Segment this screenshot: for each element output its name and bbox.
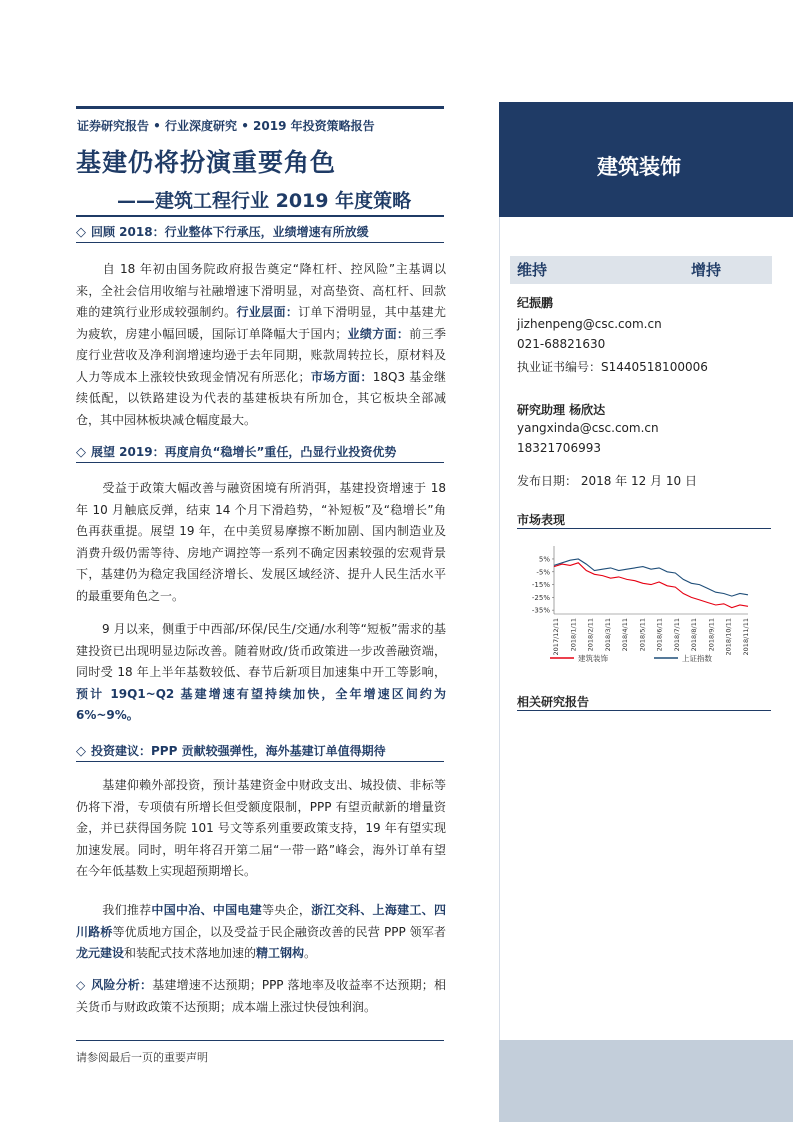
chart-y-tick-label: 5% xyxy=(538,555,550,564)
market-chart xyxy=(510,532,772,672)
advice-text-2c: 等央企， xyxy=(261,903,312,917)
analyst-name: 纪振鹏 xyxy=(517,296,554,310)
review-paragraph xyxy=(76,259,446,431)
footer-rule xyxy=(76,1040,444,1041)
review-label-industry: 行业层面： xyxy=(236,305,299,319)
header-bottom-rule xyxy=(76,215,444,217)
section-heading-outlook-text: 展望 2019：再度肩负“稳增长”重任，凸显行业投资优势 xyxy=(91,445,397,459)
chart-series-line xyxy=(554,559,748,596)
chart-y-tick-label: -35% xyxy=(531,606,550,615)
chart-x-tick-label: 2017/12/11 xyxy=(552,618,560,656)
advice-text-2i: 。 xyxy=(304,946,317,960)
risk-text: 基建增速不达预期；PPP 落地率及收益率不达预期；相关货币与财政政策不达预期；成本端上涨过快侵蚀利润。 xyxy=(76,978,446,1014)
chart-legend xyxy=(550,653,712,663)
assistant-email[interactable]: yangxinda@csc.com.cn xyxy=(517,421,659,435)
analyst-cert: 执业证书编号：S1440518100006 xyxy=(517,360,708,374)
advice-pick-local: 浙江交科、上海建工、四川路桥 xyxy=(76,903,446,939)
advice-text-1: 基建仰赖外部投资，预计基建资金中财政支出、城投债、非标等仍将下滑，专项债有所增长但受额度限制，PPP 有望贡献新的增量资金，并已获得国务院 101 号文等系列重要政策支持，19 年有望实现加速发展。同时，明年将召开第二届“一带一路”峰会，海外订单有望在今年低基数上实现超预期增长。 xyxy=(76,778,446,878)
market-rule xyxy=(517,528,771,529)
review-label-earnings: 业绩方面： xyxy=(347,326,410,341)
chart-grid xyxy=(554,546,748,614)
diamond-icon: ◇ xyxy=(76,978,86,992)
section-heading-review-text: 回顾 2018：行业整体下行承压，业绩增速有所放缓 xyxy=(91,225,369,239)
outlook-text-1: 受益于政策大幅改善与融资困境有所消弭，基建投资增速于 18 年 10 月触底反弹，结束 14 个月下滑趋势，“补短板”及“稳增长”角色再获重提。展望 19 年，在中美贸易摩擦不断加剧、国内制造业及消费升级仍需等待、房地产调控等一系列不确定因素较强的宏观背景下，基建仍为稳定我国经济增长、发展区域经济、提升人民生活水平的最重要角色之一。 xyxy=(76,481,446,603)
review-label-market: 市场方面： xyxy=(310,369,373,384)
outlook-text-2a: 9 月以来，侧重于中西部/环保/民生/交通/水利等“短板”需求的基建投资已出现明显边际改善。随着财政/货币政策进一步改善融资端，同时受 18 年上半年基数较低、春节后新项目加速集中开工等影响， xyxy=(76,622,446,679)
assistant-phone: 18321706993 xyxy=(517,441,601,455)
analyst-email[interactable]: jizhenpeng@csc.com.cn xyxy=(517,317,662,331)
advice-pick-private: 龙元建设 xyxy=(76,946,125,960)
chart-y-tick-label: -5% xyxy=(536,568,550,577)
chart-x-tick-label: 2018/6/11 xyxy=(655,618,664,652)
chart-x-tick-label: 2018/8/11 xyxy=(690,618,699,652)
chart-y-tick-label: -25% xyxy=(531,593,550,602)
chart-x-ticks xyxy=(552,618,750,655)
publish-date: 发布日期： 2018 年 12 月 10 日 xyxy=(517,474,697,488)
review-text-e: 前三季度行业营收及净利润增速均逊于去年同期，账款周转拉长，原材料及人力等成本上涨较快致现金情况有所恶化； xyxy=(76,326,446,384)
chart-x-tick-label: 2018/11/11 xyxy=(742,618,750,656)
chart-legend-label: 建筑装饰 xyxy=(578,654,608,663)
sidebar-bottom-strip xyxy=(499,1040,793,1122)
section-heading-outlook xyxy=(76,443,396,460)
section-rule xyxy=(76,242,444,243)
advice-text-2e: 等优质地方国企，以及受益于民企融资改善的民营 PPP 领军者 xyxy=(112,924,446,939)
chart-x-tick-label: 2018/9/11 xyxy=(707,618,716,652)
advice-text-2a: 我们推荐 xyxy=(102,903,152,917)
diamond-icon: ◇ xyxy=(76,225,86,240)
related-rule xyxy=(517,710,771,711)
assistant-name: 研究助理 杨欣达 xyxy=(517,403,606,417)
chart-y-tick-label: -15% xyxy=(531,581,550,590)
advice-text-2g: 和装配式技术落地加速的 xyxy=(124,946,257,960)
diamond-icon: ◇ xyxy=(76,445,86,460)
section-rule xyxy=(76,761,444,762)
review-text-a: 自 18 年初由国务院政府报告奠定“降杠杆、控风险”主基调以来，全社会信用收缩与社融增速下滑明显，对高垫资、高杠杆、回款难的建筑行业形成较强制约。 xyxy=(76,262,446,319)
chart-legend-label: 上证指数 xyxy=(682,654,712,663)
rating-label: 维持 xyxy=(517,261,548,279)
risk-paragraph xyxy=(76,975,446,1018)
chart-x-tick-label: 2018/5/11 xyxy=(638,618,647,652)
section-rule xyxy=(76,462,444,463)
footer-disclaimer: 请参阅最后一页的重要声明 xyxy=(76,1051,208,1064)
outlook-paragraph-2 xyxy=(76,619,446,727)
risk-label: 风险分析： xyxy=(91,978,153,992)
chart-lines xyxy=(554,559,748,608)
diamond-icon: ◇ xyxy=(76,744,86,759)
page-title: 基建仍将扮演重要角色 xyxy=(76,148,337,177)
section-heading-advice xyxy=(76,742,386,759)
report-type: 证券研究报告 • 行业深度研究 • 2019 年投资策略报告 xyxy=(77,119,375,133)
analyst-phone: 021-68821630 xyxy=(517,337,606,351)
section-heading-advice-text: 投资建议：PPP 贡献较强弹性，海外基建订单值得期待 xyxy=(91,744,386,758)
related-title: 相关研究报告 xyxy=(517,695,590,709)
header-top-rule xyxy=(76,106,444,109)
chart-y-ticks xyxy=(532,555,554,614)
page-subtitle: ——建筑工程行业 2019 年度策略 xyxy=(117,190,412,212)
market-title: 市场表现 xyxy=(517,513,566,527)
outlook-highlight: 预计 19Q1~Q2 基建增速有望持续加快，全年增速区间约为 6%~9%。 xyxy=(76,686,446,722)
rating-band xyxy=(510,256,772,284)
chart-x-tick-label: 2018/7/11 xyxy=(672,618,681,652)
rating-value: 增持 xyxy=(691,261,722,279)
chart-x-tick-label: 2018/1/11 xyxy=(569,618,578,652)
chart-x-tick-label: 2018/3/11 xyxy=(603,618,612,652)
section-heading-review xyxy=(76,223,369,240)
advice-paragraph-2 xyxy=(76,900,446,965)
advice-paragraph-1 xyxy=(76,775,446,883)
chart-x-tick-label: 2018/10/11 xyxy=(724,618,733,656)
sidebar-industry: 建筑装饰 xyxy=(597,155,681,179)
review-text-g: 18Q3 基金继续低配，以铁路建设为代表的基建板块有所加仓，其它板块全部减仓，其中园林板块减仓幅度最大。 xyxy=(76,369,446,427)
review-text-c: 订单下滑明显，其中基建尤为疲软，房建小幅回暖，国际订单降幅大于国内； xyxy=(76,305,446,341)
outlook-paragraph-1 xyxy=(76,478,446,607)
chart-x-tick-label: 2018/2/11 xyxy=(586,618,595,652)
advice-pick-steel: 精工钢构 xyxy=(256,946,305,960)
chart-x-tick-label: 2018/4/11 xyxy=(621,618,630,652)
advice-pick-soe: 中国中冶、中国电建 xyxy=(151,903,262,917)
